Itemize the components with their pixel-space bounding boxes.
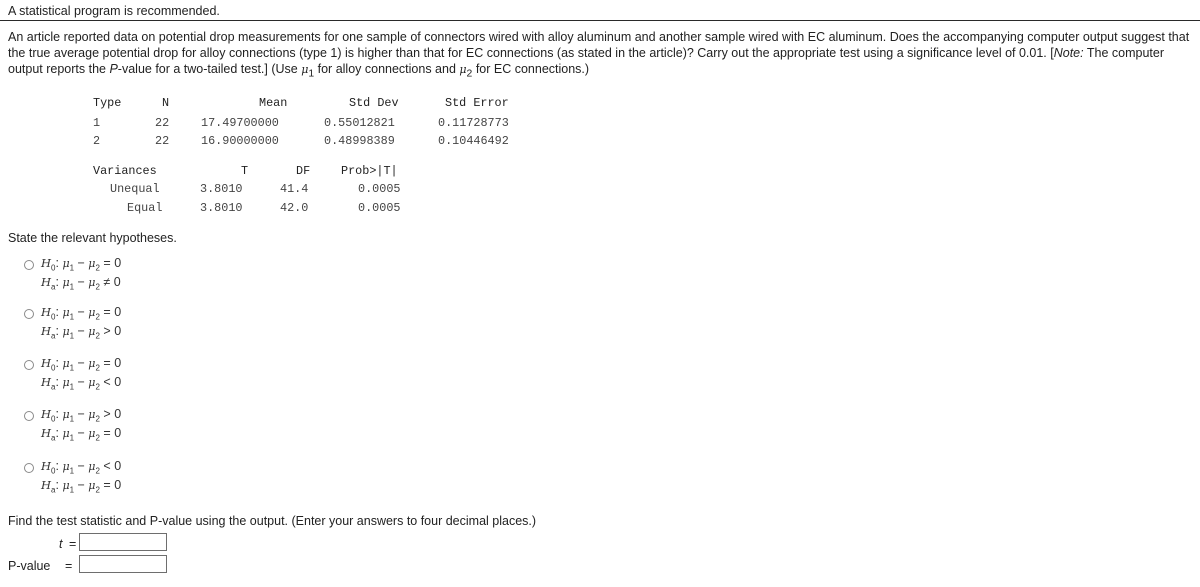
null-hypothesis: $H_0$: $\mu_1 - \mu_2 > 0$ <box>41 407 122 424</box>
col-header-std-error: Std Error <box>445 96 509 110</box>
table-cell: Unequal <box>110 182 160 196</box>
radio-button[interactable] <box>24 360 34 370</box>
alt-hypothesis: $H_a$: $\mu_1 - \mu_2 < 0$ <box>41 375 122 392</box>
find-prompt: Find the test statistic and P-value using the output. (Enter your answers to four decimal places.) <box>8 514 537 528</box>
col-header-std-dev: Std Dev <box>349 96 399 110</box>
problem-statement: An article reported data on potential drop measurements for one sample of connectors wired with alloy aluminum and another sample wired with EC aluminum. Does the accompanying computer output suggest that the true average potential drop for alloy connections (type 1) is higher than that for EC connections (as stated in the article)? Carry out the appropriate test using a significance level of 0.01. [Note: The computer output reports the P-value for a two-tailed test.] (Use $\mu_1$ for alloy connections and $\mu_2$ for EC connections.) <box>8 30 1190 80</box>
col-header-type: Type <box>93 96 122 110</box>
col-header-n: N <box>162 96 170 110</box>
table-cell: 16.90000000 <box>201 134 279 148</box>
null-hypothesis: $H_0$: $\mu_1 - \mu_2 = 0$ <box>41 356 122 373</box>
pvalue-equals: = <box>65 559 73 573</box>
table-cell: 22 <box>155 134 170 148</box>
col-header-prob: Prob>|T| <box>341 164 398 178</box>
alt-hypothesis: $H_a$: $\mu_1 - \mu_2 \ne 0$ <box>41 275 121 292</box>
t-statistic-input[interactable] <box>79 533 167 551</box>
table-cell: 0.0005 <box>358 201 401 215</box>
table-cell: 42.0 <box>280 201 309 215</box>
table-cell: 0.0005 <box>358 182 401 196</box>
instruction-banner <box>0 0 1200 21</box>
t-equals: = <box>69 537 77 551</box>
col-header-df: DF <box>296 164 311 178</box>
table-cell: 1 <box>93 116 101 130</box>
alt-hypothesis: $H_a$: $\mu_1 - \mu_2 = 0$ <box>41 478 122 495</box>
null-hypothesis: $H_0$: $\mu_1 - \mu_2 = 0$ <box>41 305 122 322</box>
hypotheses-prompt: State the relevant hypotheses. <box>8 231 177 245</box>
table-cell: 0.11728773 <box>438 116 509 130</box>
radio-button[interactable] <box>24 463 34 473</box>
alt-hypothesis: $H_a$: $\mu_1 - \mu_2 > 0$ <box>41 324 122 341</box>
pvalue-label: P-value <box>8 559 51 573</box>
table-cell: 17.49700000 <box>201 116 279 130</box>
table-cell: 41.4 <box>280 182 309 196</box>
table-cell: 0.55012821 <box>324 116 395 130</box>
alt-hypothesis: $H_a$: $\mu_1 - \mu_2 = 0$ <box>41 426 122 443</box>
null-hypothesis: $H_0$: $\mu_1 - \mu_2 < 0$ <box>41 459 122 476</box>
pvalue-input[interactable] <box>79 555 167 573</box>
t-label: t <box>59 537 63 551</box>
table-cell: 2 <box>93 134 101 148</box>
radio-button[interactable] <box>24 309 34 319</box>
radio-button[interactable] <box>24 411 34 421</box>
table-cell: 3.8010 <box>200 182 243 196</box>
null-hypothesis: $H_0$: $\mu_1 - \mu_2 = 0$ <box>41 256 122 273</box>
table-cell: 0.10446492 <box>438 134 509 148</box>
table-cell: 0.48998389 <box>324 134 395 148</box>
table-cell: Equal <box>127 201 163 215</box>
radio-button[interactable] <box>24 260 34 270</box>
col-header-mean: Mean <box>259 96 288 110</box>
col-header-t: T <box>241 164 249 178</box>
table-cell: 3.8010 <box>200 201 243 215</box>
banner-text: A statistical program is recommended. <box>8 4 220 18</box>
col-header-variances: Variances <box>93 164 157 178</box>
table-cell: 22 <box>155 116 170 130</box>
